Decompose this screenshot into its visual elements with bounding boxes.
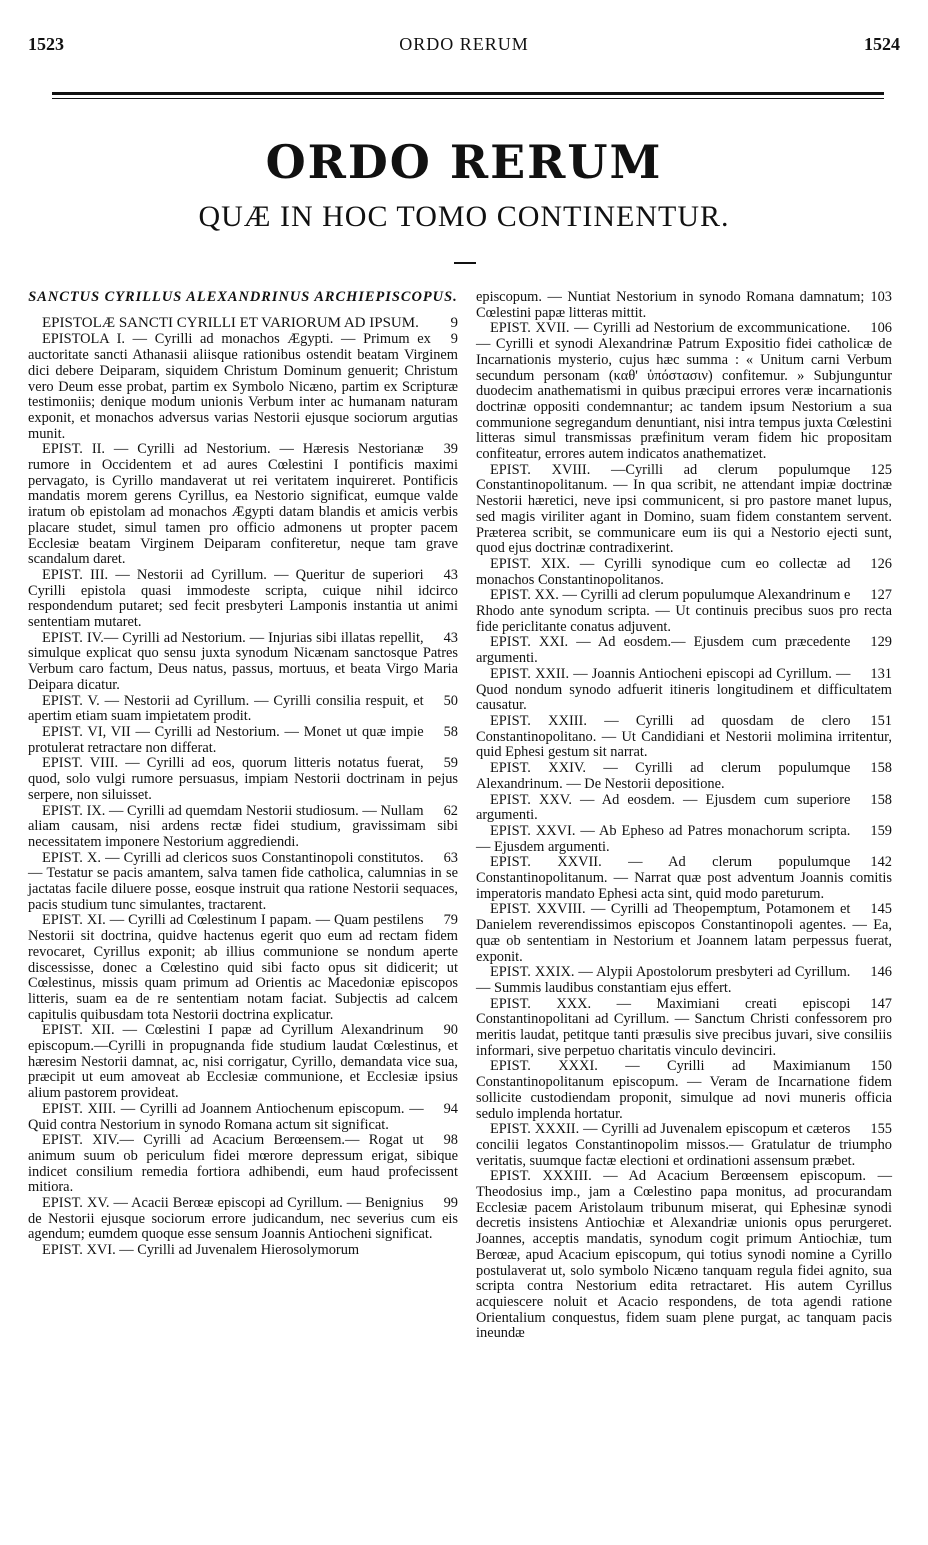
toc-entry (28, 442, 458, 568)
toc-entry (28, 332, 458, 442)
toc-entry (28, 631, 458, 694)
toc-entry-text: EPIST. III. — Nestorii ad Cyrillum. — Queritur de superiori Cyrilli epistola quasi immodeste scripta, cuique nihil idcirco respondendum putaret; sed fecit presbyteri Lamponis instantia ut animi sententiam mutaret. (28, 566, 458, 631)
toc-page-number: 59 (443, 755, 458, 772)
toc-page-number: 9 (450, 331, 458, 348)
toc-entry (476, 667, 892, 714)
running-header (28, 34, 900, 58)
page-number-left: 1523 (28, 34, 64, 54)
toc-entry (28, 1133, 458, 1196)
toc-entry-text: EPIST. XXVIII. — Cyrilli ad Theopemptum, Potamonem et Danielem reverendissimos episcopos Constantinopoli agentes. — Ea, quæ ob sententiam in Nestorium et Joannem latam perpessus fuerat, exponit. (476, 901, 892, 965)
toc-entry (476, 588, 892, 635)
toc-page-number: 151 (870, 712, 892, 729)
toc-entry (476, 965, 892, 996)
toc-page-number: 127 (870, 587, 892, 604)
page-subtitle: QUÆ IN HOC TOMO CONTINENTUR. (198, 200, 730, 233)
toc-entry (476, 321, 892, 462)
toc-page-number: 158 (870, 791, 892, 808)
toc-entry (28, 851, 458, 914)
page-number-right: 1524 (864, 34, 900, 54)
toc-entry-text: EPIST. XXVII. — Ad clerum populumque Constantinopolitanum. — Narrat quæ post adventum Joannis comitis imperatoris mandato Ephesi acta sint, quid modo pareturum. (476, 854, 892, 902)
toc-entry (476, 997, 892, 1060)
toc-entry (476, 761, 892, 792)
toc-entry (28, 1243, 458, 1259)
toc-page-number: 58 (443, 723, 458, 740)
toc-entry-text: EPIST. XXXI. — Cyrilli ad Maximianum Constantinopolitanum episcopum. — Veram de Incarnatione fidem sollicite custodiendam proponit, simulque ad novi muneris officia sedulo implenda hortatur. (476, 1058, 892, 1122)
header-rule-thin (52, 98, 884, 99)
toc-entry-text: EPIST. XVII. — Cyrilli ad Nestorium de excommunicatione. — Cyrilli et synodi Alexandrinæ Patrum Expositio fidei catholicæ de Incarnationis mysterio, cujus hæc summa : « Unitum carni Verbum secundum personam (καθ' ὑπόστασιν) confitemur. » Subjunguntur duodecim anathematismi in quibus præcipui errores veræ incarnationis doctrinæ oppositi condemnantur; ac tandem ipsum Nestorium a sua communione segregandum denuntiant, nisi intra tempus juxta Cœlestini litteras simul transmissas præfinitum veram fidem hic propositam confiteatur, errores autem indicatos anathematizet. (476, 320, 892, 463)
toc-page-number: 142 (870, 854, 892, 871)
toc-entry-text: EPIST. XXVI. — Ab Epheso ad Patres monachorum scripta. — Ejusdem argumenti. (476, 822, 851, 855)
toc-page-number: 39 (443, 441, 458, 458)
toc-page-number: 43 (443, 629, 458, 646)
toc-entry-text: EPIST. XIX. — Cyrilli synodique cum eo collectæ ad monachos Constantinopolitanos. (476, 555, 851, 588)
toc-entry-text: EPIST. XV. — Acacii Berœæ episcopi ad Cyrillum. — Benignius de Nestorii ejusque sociorum errore judicandum, nec severius cum eis agendum; eumdem quoque esse sensum Joannis Antiocheni significat. (28, 1195, 458, 1243)
toc-page-number: 99 (443, 1195, 458, 1212)
toc-page-number: 94 (443, 1100, 458, 1117)
toc-page-number: 146 (870, 964, 892, 981)
toc-entry (476, 557, 892, 588)
toc-entry-text: EPIST. VI, VII — Cyrilli ad Nestorium. — Monet ut quæ impie protulerat retractare non differat. (28, 723, 424, 756)
toc-entry (28, 694, 458, 725)
toc-entry (28, 1196, 458, 1243)
toc-entry-text: EPIST. XXII. — Joannis Antiocheni episcopi ad Cyrillum. — Quod nondum synodo adfuerit itineris longitudinem et difficultatem causatur. (476, 665, 892, 714)
toc-page-number: 79 (443, 912, 458, 929)
toc-entry (28, 756, 458, 803)
toc-page-number: 150 (870, 1058, 892, 1075)
header-rule-thick (52, 92, 884, 95)
toc-entry-text: EPIST. XXI. — Ad eosdem.— Ejusdem cum præcedente argumenti. (476, 634, 851, 667)
toc-entry (476, 793, 892, 824)
toc-entry (28, 804, 458, 851)
toc-entry-text: EPIST. XII. — Cœlestini I papæ ad Cyrillum Alexandrinum episcopum.—Cyrilli in propugnanda fide studium laudat Cœlestinus, et hæresim Nestorii damnat, ac, nisi corrigatur, Cyrillo, demandata vice sua, præcipit ut eum amoveat ab Ecclesiæ communione, et Ecclesiæ ipsius alium pastorem provideat. (28, 1022, 458, 1102)
toc-entry-text: EPIST. XIII. — Cyrilli ad Joannem Antiochenum episcopum. — Quid contra Nestorium in synodo Romana actum sit significat. (28, 1100, 424, 1133)
toc-page-number: 145 (870, 901, 892, 918)
toc-page-number: 63 (443, 849, 458, 866)
title-divider (454, 262, 476, 264)
toc-entry-text: EPIST. V. — Nestorii ad Cyrillum. — Cyrilli consilia respuit, et apertim etiam suam impietatem prodit. (28, 692, 424, 725)
toc-entry-text: EPISTOLÆ SANCTI CYRILLI ET VARIORUM AD IPSUM. (42, 314, 419, 331)
toc-entry (476, 1059, 892, 1122)
left-column (28, 290, 458, 1259)
toc-page-number: 131 (870, 665, 892, 682)
toc-page-number: 159 (870, 822, 892, 839)
toc-entry-text: EPIST. XIV.— Cyrilli ad Acacium Berœensem.— Rogat ut animum suum ob periculum fidei mœrore depressum erigat, sibique indicet consilium remedia fortiora adhibendi, eum haud profecissent mitiora. (28, 1132, 458, 1196)
toc-entry-text: EPIST. XXIII. — Cyrilli ad quosdam de clero Constantinopolitano. — Ut Candidiani et Nestorii molimina irritentur, quid Ephesi gestum sit narrat. (476, 712, 892, 761)
toc-entry (28, 568, 458, 631)
toc-page-number: 50 (443, 692, 458, 709)
toc-page-number: 98 (443, 1132, 458, 1149)
toc-page-number: 103 (870, 289, 892, 305)
toc-entry-text: EPISTOLA I. — Cyrilli ad monachos Ægypti. — Primum ex auctoritate sancti Athanasii aliisque rationibus ostendit beatam Virginem dici debere Deiparam, siquidem Christum Dominum genuerit; Christum vero Deum esse probat, partim ex Symbolo Nicæno, partim ex Scripturæ testimoniis; denique modum unionis Verbum inter ac humanam naturam exponit, et monachos adversus varias Nestorii ejusque sociorum argutias munit. (28, 331, 458, 442)
page-title: ORDO RERUM (265, 135, 663, 189)
toc-entry-text: EPIST. XXXIII. — Ad Acacium Berœensem episcopum. — Theodosius imp., jam a Cœlestino papa monitus, ad procurandam Ecclesiæ pacem Aristolaum tribunum miserat, qui Ephesinæ synodi decretis insistens Antiochiæ et Alexandriæ unionis opus perurgeret. Joannes, acceptis mandatis, synodum cogit primum Antiochiæ, tum Berœæ, apud Acacium episcopum, qui totius synodi nomine a Cyrillo postulaverat ut, solo symbolo Nicæno tanquam regula fidei agnito, sua scripta contra Nestorium edita retractaret. His autem Cyrillus acquiescere noluit et Acacio respondens, de tota agendi ratione Orientalium conquestus, fidem suam plene purgat, ac tanquam pacis ineundæ (476, 1168, 892, 1342)
toc-entry (28, 1102, 458, 1133)
toc-page-number: 43 (443, 566, 458, 583)
toc-entry-text: EPIST. XXIX. — Alypii Apostolorum presbyteri ad Cyrillum. — Summis laudibus constantiam ejus effert. (476, 964, 851, 996)
toc-entry (28, 725, 458, 756)
toc-entry (476, 1122, 892, 1169)
toc-entry (476, 902, 892, 965)
toc-entry-text: EPIST. XX. — Cyrilli ad clerum populumque Alexandrinum e Rhodo ante synodum scripta. — Ut continuis precibus suos pro recta fide periclitante conatus adjuvent. (476, 587, 892, 635)
running-title: ORDO RERUM (399, 34, 529, 54)
toc-entry-text: EPIST. II. — Cyrilli ad Nestorium. — Hæresis Nestorianæ rumore in Occidentem et ad aures Cœlestini I pontificis maximi pervagato, is Cyrillo mandaverat ut rei veritatem inquireret. Pontificis mandatis morem gerens Cyrillus, ea Nestorio significat, eumque valde iratum ob epistolam ad monachos Ægypti datam blandis et amicis verbis placare studet, simul tamen pro officio admonens ut propter pacem Ecclesiæ beatam Virginem Deiparam confiteretur, neque tam grave scandalum daret. (28, 441, 458, 568)
toc-entry-text: EPIST. XXXII. — Cyrilli ad Juvenalem episcopum et cæteros concilii legatos Constantinopolim missos.— Gratulatur de triumpho veritatis, suumque factæ electioni et ordinationi assensum præbet. (476, 1121, 892, 1169)
toc-entry-text: EPIST. XVIII. —Cyrilli ad clerum populumque Constantinopolitanum. — In qua scribit, ne attendant impiæ doctrinæ Nestorii hæretici, neve ipsi communicent, si pro pastore manet lupus, sed magis viriliter agant in Domino, suam fidem constantem servent. Præterea scribit, se communicare eum iis qui a Nestorio ejecti sunt, quod ejus doctrinæ contradixerint. (476, 461, 892, 557)
toc-entry (476, 463, 892, 557)
toc-page-number: 90 (443, 1022, 458, 1039)
toc-page-number: 155 (870, 1121, 892, 1138)
toc-entry-text: EPIST. XXX. — Maximiani creati episcopi Constantinopolitani ad Cyrillum. — Sanctum Christi confessorem pro meritis laudat, petitque tanti præsulis sive precibus juvari, sive consiliis informari, sive perpetuo charitatis vinculo devinciri. (476, 995, 892, 1059)
toc-entry-text: EPIST. XI. — Cyrilli ad Cœlestinum I papam. — Quam pestilens Nestorii sit doctrina, quidve hactenus egerit quo eum ad rectam fidem revocaret, Cyrillus exponit; ab illius communione se nondum aperte discessisse, donec a Cœlestino quid sibi facto opus sit didicerit; ut Cœlestinus, missis quam primum ad Orientis ac Macedoniæ episcopos litteris, suam ea de re sententiam notam faciat. Subjectis ad calcem capitulis quibusdam tota Nestorii doctrina explicatur. (28, 912, 458, 1023)
toc-entry-text: EPIST. VIII. — Cyrilli ad eos, quorum litteris notatus fuerat, quod, solo vulgi rumore persuasus, impiam Nestorii doctrinam in pejus serpere, non siluisset. (28, 755, 458, 803)
toc-page-number: 147 (870, 995, 892, 1012)
toc-entry-text: EPIST. XXIV. — Cyrilli ad clerum populumque Alexandrinum. — De Nestorii depositione. (476, 760, 851, 792)
section-heading: SANCTUS CYRILLUS ALEXANDRINUS ARCHIEPISCOPUS. (28, 289, 458, 305)
toc-page-number: 129 (870, 634, 892, 651)
toc-entry (28, 1023, 458, 1102)
toc-entry-text: episcopum. — Nuntiat Nestorium in synodo Romana damnatum; Cœlestini papæ litteras mittit. (476, 289, 865, 321)
toc-page-number: 126 (870, 555, 892, 572)
toc-entry (28, 316, 458, 332)
toc-entry (476, 290, 892, 321)
toc-entry-text: EPIST. IX. — Cyrilli ad quemdam Nestorii studiosum. — Nullam aliam causam, nisi ardens rectæ fidei studium, gravissimam sibi necessitatem imponere Nestorium aggrediendi. (28, 802, 458, 850)
toc-page-number: 125 (870, 461, 892, 478)
toc-entry (476, 714, 892, 761)
toc-entry-text: EPIST. XXV. — Ad eosdem. — Ejusdem cum superiore argumenti. (476, 791, 851, 824)
toc-entry (476, 1169, 892, 1342)
right-column (476, 290, 892, 1342)
toc-page-number: 9 (450, 314, 458, 331)
toc-entry (476, 824, 892, 855)
toc-page-number: 62 (443, 802, 458, 819)
toc-page-number: 158 (870, 760, 892, 777)
toc-entry-text: EPIST. XVI. — Cyrilli ad Juvenalem Hierosolymorum (42, 1242, 360, 1259)
toc-entry (476, 855, 892, 902)
toc-entry-text: EPIST. X. — Cyrilli ad clericos suos Constantinopoli constitutos. — Testatur se pacis amantem, salva tamen fide catholica, calumnias in se jactatas facile diluere posse, eosque instruit qua ratione Nestorii sequaces, pacis studium tunc simulantes, tractarent. (28, 849, 458, 913)
toc-entry (476, 635, 892, 666)
toc-entry (28, 913, 458, 1023)
toc-page-number: 106 (870, 320, 892, 337)
toc-entry-text: EPIST. IV.— Cyrilli ad Nestorium. — Injurias sibi illatas repellit, simulque explicat quo sensu juxta synodum Nicænam sanctosque Patres Verbum caro factum, Deus natus, passus, mortuus, et beata Virgo Maria Deipara dicatur. (28, 629, 458, 693)
